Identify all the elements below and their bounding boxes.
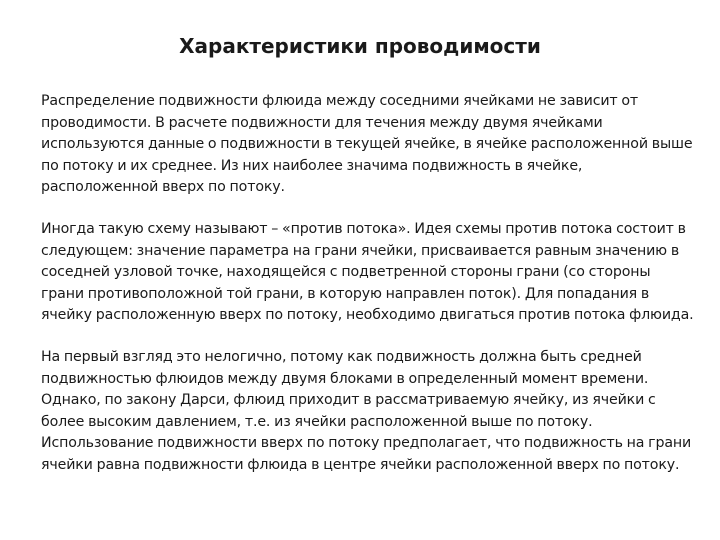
paragraph-3: На первый взгляд это нелогично, потому как подвижность должна быть средней подвижностью флюидов между двумя блоками в определенный момент времени. Однако, по закону Дарси, флюид приходит в рассматриваемую ячейку, из ячейки с более высоким давлением, т.е. из ячейки расположенной выше по потоку. Использование подвижности вверх по потоку предполагает, что подвижность на грани ячейки равна подвижности флюида в центре ячейки расположенной вверх по потоку. xyxy=(41,348,692,473)
slide-title: Характеристики проводимости xyxy=(179,34,541,58)
paragraph-2: Иногда такую схему называют – «против потока». Идея схемы против потока состоит в следующем: значение параметра на грани ячейки, присваивается равным значению в соседней узловой точке, находящейся с подветренной стороны грани (со стороны грани противоположной той грани, в которую направлен поток). Для попадания в ячейку расположенную вверх по потоку, необходимо двигаться против потока флюида. xyxy=(41,220,694,324)
paragraph-1: Распределение подвижности флюида между соседними ячейками не зависит от проводимости. В расчете подвижности для течения между двумя ячейками используются данные о подвижности в текущей ячейке, в ячейке расположенной выше по потоку и их среднее. Из них наиболее значима подвижность в ячейке, расположенной вверх по потоку. xyxy=(41,93,693,196)
slide-body xyxy=(41,91,697,477)
